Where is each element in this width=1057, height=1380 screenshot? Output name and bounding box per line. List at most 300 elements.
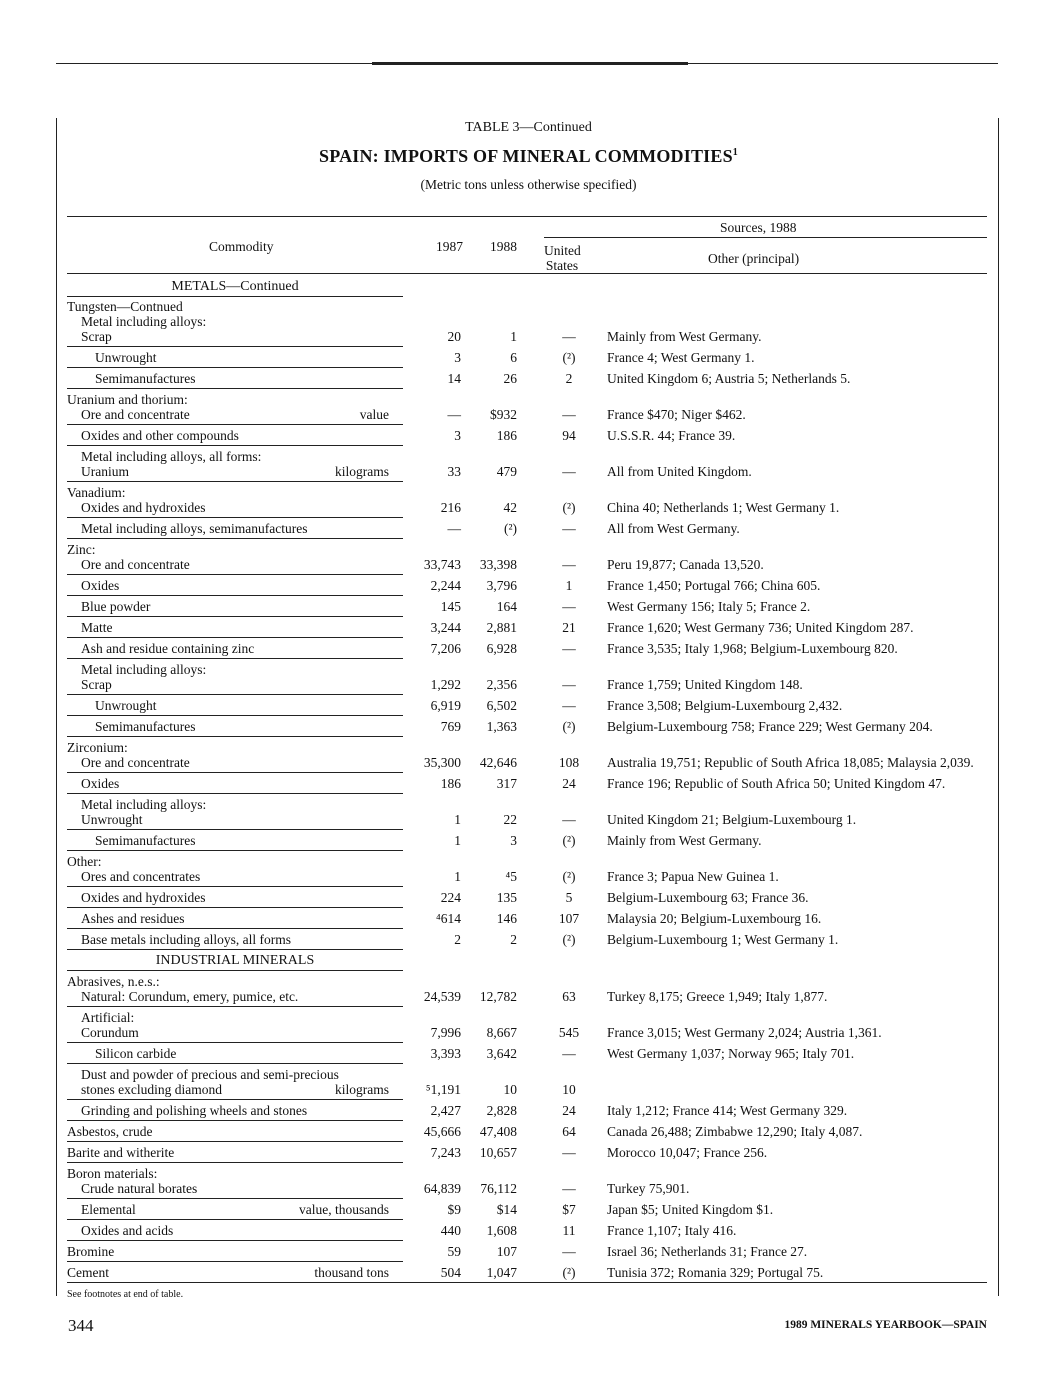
table-row: [0, 1181, 1057, 1197]
col-1987: 1987: [436, 239, 463, 254]
value-1987: 33: [447, 464, 461, 479]
table-title: [0, 146, 1057, 167]
table-row: [0, 797, 1057, 813]
table-row: [0, 833, 1057, 849]
value-1987: 440: [440, 1223, 461, 1238]
other-sources: France 196; Republic of South Africa 50; United Kingdom 47.: [607, 776, 946, 791]
other-sources: Italy 1,212; France 414; West Germany 329.: [607, 1103, 848, 1118]
table-row: [0, 428, 1057, 444]
value-1988: 479: [496, 464, 517, 479]
other-sources: All from United Kingdom.: [607, 464, 752, 479]
commodity-label: Ore and concentrate: [81, 557, 190, 572]
other-sources: Belgium-Luxembourg 758; France 229; West Germany 204.: [607, 719, 933, 734]
table-row: [0, 407, 1057, 423]
value-united-states: —: [562, 812, 576, 827]
row-rule: [67, 850, 403, 851]
commodity-label: Ash and residue containing zinc: [81, 641, 255, 656]
row-rule: [67, 772, 403, 773]
value-1988: 1,608: [486, 1223, 517, 1238]
title-footnote: 1: [732, 147, 738, 158]
col-other: Other (principal): [708, 251, 800, 266]
value-1988: 6,928: [486, 641, 517, 656]
row-rule: [67, 1219, 403, 1220]
header-bottom-rule: [67, 273, 987, 274]
other-sources: France $470; Niger $462.: [607, 407, 746, 422]
value-united-states: —: [562, 1181, 576, 1196]
commodity-label: Metal including alloys, semimanufactures: [81, 521, 308, 536]
value-united-states: (²): [562, 1265, 576, 1280]
table-row: [0, 578, 1057, 594]
value-1988: (²): [503, 521, 517, 536]
row-rule: [67, 1006, 403, 1007]
value-1988: 2,356: [486, 677, 517, 692]
commodity-label: Blue powder: [81, 599, 151, 614]
value-united-states: —: [562, 599, 576, 614]
top-rule-bar: [372, 62, 688, 65]
section-industrial: INDUSTRIAL MINERALS: [155, 953, 315, 968]
table-row: [0, 812, 1057, 828]
table-row: [0, 932, 1057, 948]
table-row: [0, 1166, 1057, 1182]
table-row: [0, 371, 1057, 387]
row-rule: [67, 595, 403, 596]
row-rule: [67, 736, 403, 737]
value-1988: 42: [503, 500, 517, 515]
table-row: [0, 755, 1057, 771]
page-number: 344: [68, 1316, 94, 1335]
commodity-label: Corundum: [81, 1025, 139, 1040]
value-1987: 35,300: [423, 755, 461, 770]
other-sources: All from West Germany.: [607, 521, 740, 536]
value-1988: 8,667: [486, 1025, 517, 1040]
row-rule: [67, 1198, 403, 1199]
table-row: [0, 485, 1057, 501]
value-united-states: 107: [558, 911, 580, 926]
commodity-label: Unwrought: [95, 698, 157, 713]
row-rule: [67, 388, 403, 389]
table-row: [0, 989, 1057, 1005]
table-row: [0, 314, 1057, 330]
commodity-label: Scrap: [81, 329, 112, 344]
value-1988: 2: [510, 932, 517, 947]
table-row: [0, 1265, 1057, 1281]
value-united-states: —: [562, 521, 576, 536]
value-1987: 2,244: [430, 578, 461, 593]
value-1988: 6: [510, 350, 517, 365]
table-row: [0, 1244, 1057, 1260]
value-united-states: (²): [562, 833, 576, 848]
value-1987: $9: [447, 1202, 461, 1217]
table-bottom-rule: [67, 1282, 987, 1283]
value-1987: 3: [454, 350, 461, 365]
commodity-label: Tungsten—Contnued: [67, 299, 183, 314]
col-commodity: Commodity: [209, 239, 274, 254]
commodity-label: Base metals including alloys, all forms: [81, 932, 291, 947]
header-top-rule: [67, 216, 987, 217]
table-row: [0, 776, 1057, 792]
section-metals-rule: [67, 296, 403, 297]
value-1988: 135: [496, 890, 517, 905]
row-rule: [67, 715, 403, 716]
value-1987: 7,996: [430, 1025, 461, 1040]
value-1988: $14: [496, 1202, 517, 1217]
row-rule: [67, 658, 403, 659]
value-1988: 6,502: [486, 698, 517, 713]
commodity-label: Unwrought: [81, 812, 143, 827]
value-1987: ⁴614: [436, 911, 461, 926]
commodity-label: Uranium and thorium:: [67, 392, 188, 407]
value-1988: 2,881: [486, 620, 517, 635]
value-1988: 2,828: [486, 1103, 517, 1118]
commodity-label: Ore and concentrate: [81, 755, 190, 770]
value-1988: 12,782: [479, 989, 517, 1004]
commodity-label: Scrap: [81, 677, 112, 692]
other-sources: Turkey 8,175; Greece 1,949; Italy 1,877.: [607, 989, 828, 1004]
table-row: [0, 1124, 1057, 1140]
commodity-label: Barite and witherite: [67, 1145, 175, 1160]
value-1987: —: [447, 521, 461, 536]
value-1987: ⁵1,191: [425, 1082, 461, 1097]
other-sources: France 3,535; Italy 1,968; Belgium-Luxembourg 820.: [607, 641, 898, 656]
row-rule: [67, 928, 403, 929]
value-1987: 3: [454, 428, 461, 443]
value-united-states: (²): [562, 719, 576, 734]
other-sources: Belgium-Luxembourg 63; France 36.: [607, 890, 809, 905]
value-united-states: 24: [562, 776, 576, 791]
commodity-label: Abrasives, n.e.s.:: [67, 974, 160, 989]
row-rule: [67, 538, 403, 539]
commodity-label: Uranium: [81, 464, 129, 479]
value-1988: 10: [503, 1082, 517, 1097]
table-row: [0, 1103, 1057, 1119]
value-1987: 3,244: [430, 620, 461, 635]
value-1987: 145: [440, 599, 461, 614]
other-sources: Peru 19,877; Canada 13,520.: [607, 557, 764, 572]
other-sources: France 4; West Germany 1.: [607, 350, 755, 365]
value-1987: 1: [454, 833, 461, 848]
other-sources: France 3,015; West Germany 2,024; Austria 1,361.: [607, 1025, 882, 1040]
row-rule: [67, 424, 403, 425]
value-1988: 186: [496, 428, 517, 443]
value-united-states: 94: [562, 428, 576, 443]
other-sources: France 1,759; United Kingdom 148.: [607, 677, 803, 692]
value-united-states: 5: [565, 890, 573, 905]
value-united-states: (²): [562, 869, 576, 884]
commodity-label: Ashes and residues: [81, 911, 185, 926]
table-subtitle: (Metric tons unless otherwise specified): [420, 177, 637, 192]
table-row: [0, 1202, 1057, 1218]
table-row: [0, 392, 1057, 408]
commodity-label: stones excluding diamond: [81, 1082, 222, 1097]
row-rule: [67, 949, 403, 950]
value-1987: 7,243: [430, 1145, 461, 1160]
other-sources: Australia 19,751; Republic of South Africa 18,085; Malaysia 2,039.: [607, 755, 974, 770]
table-title-text: SPAIN: IMPORTS OF MINERAL COMMODITIES: [319, 146, 733, 166]
other-sources: Japan $5; United Kingdom $1.: [607, 1202, 774, 1217]
value-1987: 6,919: [430, 698, 461, 713]
value-1987: 14: [447, 371, 461, 386]
value-united-states: (²): [562, 500, 576, 515]
other-sources: West Germany 1,037; Norway 965; Italy 701.: [607, 1046, 855, 1061]
value-1988: 26: [503, 371, 517, 386]
commodity-label: Grinding and polishing wheels and stones: [81, 1103, 308, 1118]
other-sources: U.S.S.R. 44; France 39.: [607, 428, 736, 443]
value-1988: 33,398: [479, 557, 517, 572]
other-sources: Morocco 10,047; France 256.: [607, 1145, 768, 1160]
commodity-label: Cement: [67, 1265, 109, 1280]
commodity-label: Ores and concentrates: [81, 869, 201, 884]
other-sources: France 1,450; Portugal 766; China 605.: [607, 578, 821, 593]
commodity-label: Zinc:: [67, 542, 96, 557]
row-rule: [67, 694, 403, 695]
table-row: [0, 599, 1057, 615]
commodity-label: Oxides and hydroxides: [81, 500, 206, 515]
footnote-note: See footnotes at end of table.: [67, 1289, 184, 1300]
table-row: [0, 974, 1057, 990]
table-row: [0, 299, 1057, 315]
row-rule: [67, 1261, 403, 1262]
commodity-label: Metal including alloys:: [81, 662, 207, 677]
unit-label: kilograms: [335, 464, 389, 479]
value-1987: 216: [440, 500, 461, 515]
table-row: [0, 662, 1057, 678]
value-united-states: 2: [565, 371, 573, 386]
table-row: [0, 1046, 1057, 1062]
value-united-states: 10: [562, 1082, 576, 1097]
value-united-states: 108: [558, 755, 580, 770]
commodity-label: Elemental: [81, 1202, 136, 1217]
other-sources: West Germany 156; Italy 5; France 2.: [607, 599, 811, 614]
table-row: [0, 521, 1057, 537]
value-1988: 1,047: [486, 1265, 517, 1280]
value-united-states: 63: [562, 989, 576, 1004]
value-1988: 76,112: [480, 1181, 517, 1196]
commodity-label: Other:: [67, 854, 102, 869]
commodity-label: Artificial:: [81, 1010, 135, 1025]
value-1988: 3,642: [486, 1046, 517, 1061]
other-sources: China 40; Netherlands 1; West Germany 1.: [607, 500, 840, 515]
value-united-states: (²): [562, 350, 576, 365]
value-1988: 10,657: [479, 1145, 517, 1160]
table-row: [0, 890, 1057, 906]
value-united-states: 64: [562, 1124, 576, 1139]
other-sources: Mainly from West Germany.: [607, 833, 762, 848]
commodity-label: Vanadium:: [67, 485, 126, 500]
row-rule: [67, 1240, 403, 1241]
table-row: [0, 1025, 1057, 1041]
table-row: [0, 869, 1057, 885]
value-1987: 186: [440, 776, 461, 791]
other-sources: Israel 36; Netherlands 31; France 27.: [607, 1244, 808, 1259]
value-united-states: —: [562, 329, 576, 344]
value-1987: 7,206: [430, 641, 461, 656]
row-rule: [67, 1099, 403, 1100]
value-united-states: —: [562, 407, 576, 422]
sources-rule: [544, 237, 987, 238]
row-rule: [67, 346, 403, 347]
unit-label: value, thousands: [299, 1202, 389, 1217]
row-rule: [67, 793, 403, 794]
value-united-states: 11: [562, 1223, 576, 1238]
value-1987: 2: [454, 932, 461, 947]
row-rule: [67, 886, 403, 887]
table-row: [0, 1145, 1057, 1161]
value-united-states: $7: [562, 1202, 576, 1217]
table-row: [0, 329, 1057, 345]
commodity-label: Dust and powder of precious and semi-precious: [81, 1067, 339, 1082]
table-caption: TABLE 3—Continued: [465, 120, 592, 135]
table-row: [0, 677, 1057, 693]
value-united-states: 24: [562, 1103, 576, 1118]
value-1988: 47,408: [479, 1124, 517, 1139]
row-rule: [67, 1042, 403, 1043]
commodity-label: Natural: Corundum, emery, pumice, etc.: [81, 989, 299, 1004]
col-sources: Sources, 1988: [720, 220, 797, 235]
value-1988: 3,796: [486, 578, 517, 593]
other-sources: Belgium-Luxembourg 1; West Germany 1.: [607, 932, 839, 947]
value-united-states: —: [562, 698, 576, 713]
row-rule: [67, 1120, 403, 1121]
table-row: [0, 698, 1057, 714]
value-united-states: —: [562, 677, 576, 692]
value-1988: 22: [503, 812, 517, 827]
value-united-states: —: [562, 1244, 576, 1259]
table-row: [0, 620, 1057, 636]
commodity-label: Metal including alloys:: [81, 314, 207, 329]
commodity-label: Metal including alloys:: [81, 797, 207, 812]
value-1987: 20: [447, 329, 461, 344]
row-rule: [67, 481, 403, 482]
commodity-label: Matte: [81, 620, 113, 635]
row-rule: [67, 367, 403, 368]
value-1987: 24,539: [423, 989, 461, 1004]
value-1987: 64,839: [423, 1181, 461, 1196]
value-united-states: 545: [558, 1025, 580, 1040]
col-1988: 1988: [490, 239, 517, 254]
table-row: [0, 449, 1057, 465]
value-1987: 3,393: [430, 1046, 461, 1061]
table-row: [0, 911, 1057, 927]
value-united-states: —: [562, 641, 576, 656]
other-sources: France 3,508; Belgium-Luxembourg 2,432.: [607, 698, 843, 713]
table-row: [0, 1223, 1057, 1239]
other-sources: France 1,620; West Germany 736; United Kingdom 287.: [607, 620, 914, 635]
table-row: [0, 1082, 1057, 1098]
value-united-states: —: [562, 464, 576, 479]
commodity-label: Metal including alloys, all forms:: [81, 449, 262, 464]
value-1987: —: [447, 407, 461, 422]
unit-label: value: [359, 407, 389, 422]
other-sources: France 1,107; Italy 416.: [607, 1223, 737, 1238]
commodity-label: Silicon carbide: [95, 1046, 177, 1061]
row-rule: [67, 616, 403, 617]
other-sources: France 3; Papua New Guinea 1.: [607, 869, 779, 884]
row-rule: [67, 1162, 403, 1163]
table-row: [0, 719, 1057, 735]
commodity-label: Oxides and hydroxides: [81, 890, 206, 905]
unit-label: kilograms: [335, 1082, 389, 1097]
value-1987: 224: [440, 890, 461, 905]
table-row: [0, 1010, 1057, 1026]
row-rule: [67, 1063, 403, 1064]
value-1987: 2,427: [430, 1103, 461, 1118]
table-row: [0, 350, 1057, 366]
value-united-states: —: [562, 1145, 576, 1160]
commodity-label: Oxides: [81, 776, 120, 791]
commodity-label: Ore and concentrate: [81, 407, 190, 422]
value-1987: 1: [454, 869, 461, 884]
other-sources: Canada 26,488; Zimbabwe 12,290; Italy 4,087.: [607, 1124, 863, 1139]
other-sources: United Kingdom 6; Austria 5; Netherlands 5.: [607, 371, 851, 386]
value-1988: 146: [496, 911, 517, 926]
value-1988: 107: [496, 1244, 517, 1259]
table-row: [0, 542, 1057, 558]
row-rule: [67, 517, 403, 518]
other-sources: Tunisia 372; Romania 329; Portugal 75.: [607, 1265, 824, 1280]
value-1987: 504: [440, 1265, 461, 1280]
commodity-label: Zirconium:: [67, 740, 128, 755]
row-rule: [67, 574, 403, 575]
other-sources: Turkey 75,901.: [607, 1181, 690, 1196]
value-1988: ⁴5: [505, 869, 517, 884]
value-1988: $932: [490, 407, 517, 422]
commodity-label: Unwrought: [95, 350, 157, 365]
value-united-states: —: [562, 1046, 576, 1061]
value-united-states: —: [562, 557, 576, 572]
row-rule: [67, 445, 403, 446]
commodity-label: Bromine: [67, 1244, 115, 1259]
section-metals: METALS—Continued: [171, 279, 299, 294]
row-rule: [67, 907, 403, 908]
value-united-states: 21: [562, 620, 576, 635]
table-row: [0, 740, 1057, 756]
other-sources: United Kingdom 21; Belgium-Luxembourg 1.: [607, 812, 857, 827]
commodity-label: Asbestos, crude: [67, 1124, 153, 1139]
value-1987: 59: [447, 1244, 461, 1259]
table-row: [0, 1067, 1057, 1083]
commodity-label: Crude natural borates: [81, 1181, 198, 1196]
section-industrial-rule: [67, 970, 403, 971]
col-us-line1: United: [544, 243, 581, 258]
table-row: [0, 854, 1057, 870]
value-1987: 1,292: [430, 677, 461, 692]
row-rule: [67, 637, 403, 638]
value-1988: 1: [510, 329, 517, 344]
value-1988: 164: [496, 599, 517, 614]
row-rule: [67, 829, 403, 830]
table-row: [0, 500, 1057, 516]
row-rule: [67, 1141, 403, 1142]
table-row: [0, 641, 1057, 657]
value-1988: 317: [496, 776, 517, 791]
value-1988: 1,363: [486, 719, 517, 734]
value-1987: 1: [454, 812, 461, 827]
value-1987: 769: [440, 719, 461, 734]
value-united-states: 1: [565, 578, 573, 593]
commodity-label: Oxides: [81, 578, 120, 593]
commodity-label: Oxides and other compounds: [81, 428, 239, 443]
value-1987: 33,743: [423, 557, 461, 572]
col-us-line2: States: [545, 258, 579, 273]
table-row: [0, 464, 1057, 480]
other-sources: Mainly from West Germany.: [607, 329, 762, 344]
commodity-label: Oxides and acids: [81, 1223, 174, 1238]
value-1988: 42,646: [479, 755, 517, 770]
value-united-states: (²): [562, 932, 576, 947]
commodity-label: Semimanufactures: [95, 371, 196, 386]
table-row: [0, 557, 1057, 573]
value-1988: 3: [510, 833, 517, 848]
